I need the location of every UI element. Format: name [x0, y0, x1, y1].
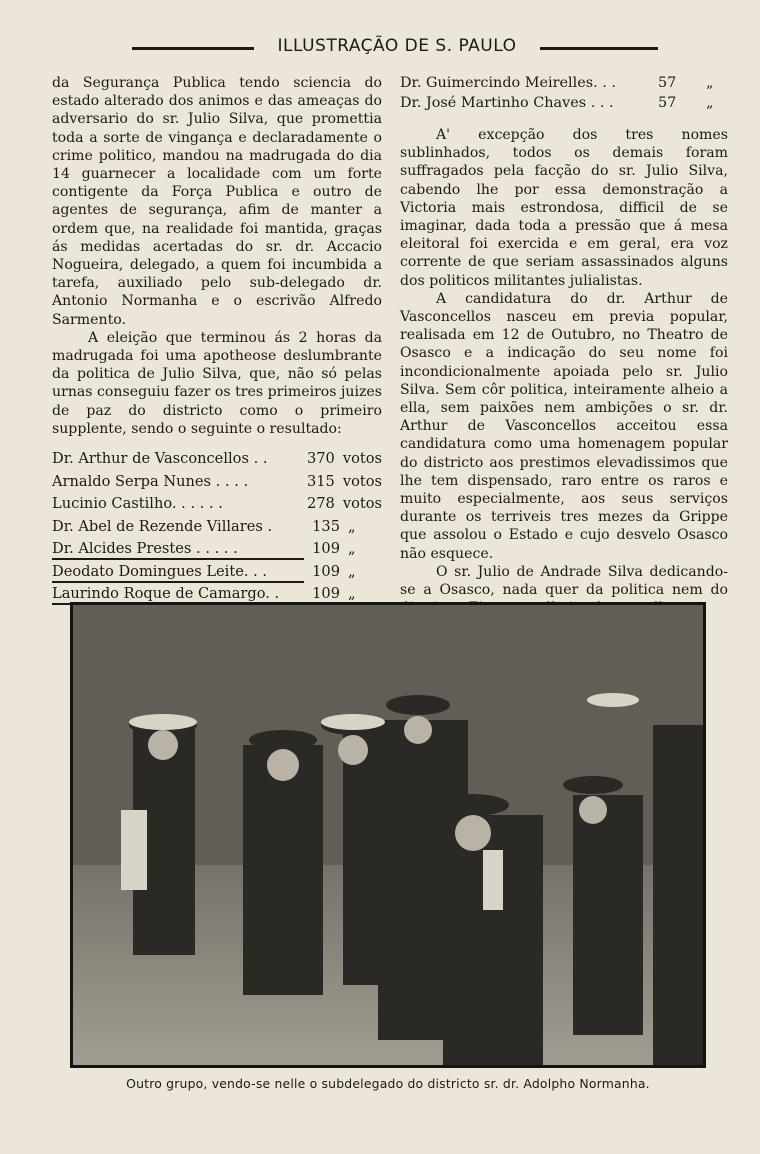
- election-results: [52, 450, 382, 608]
- right-paragraph-2: A candidatura do dr. Arthur de Vasconcellos nasceu em previa popular, realisada em 12 de Outubro, no Theatro de Osasco e a indicação do seu nome foi incondicionalmente apoiada pelo sr. Julio Silva. Sem côr politica, inteiramente alheio a ella, sem paixões nem ambições o sr. dr. Arthur de Vasconcellos acceitou essa candidatura como uma homenagem popular do districto aos prestimos elevadissimos que lhe tem dispensado, raro entre os raros e muito especialmente, aos seus serviços durante os terriveis tres mezes da Grippe que assolou o Estado e cujo desvelo Osasco não esquece.: [400, 290, 728, 562]
- candidate-votes: 57: [658, 95, 677, 111]
- right-paragraph-3: O sr. Julio de Andrade Silva dedicando-se a Osasco, nada quer da politica nem do: [400, 563, 728, 599]
- candidate-name: Dr. Alcides Prestes . . . . .: [52, 540, 304, 560]
- candidate-name: Deodato Domingues Leite. . .: [52, 563, 304, 583]
- result-row: [400, 94, 728, 114]
- votes-unit: „: [348, 517, 356, 535]
- votes-unit: votos: [342, 495, 382, 513]
- votes-unit: votos: [342, 450, 382, 468]
- header-rule-right: [540, 47, 658, 50]
- page-header: [0, 36, 760, 60]
- candidate-votes: 135: [312, 517, 340, 535]
- candidate-name: Dr. Arthur de Vasconcellos . .: [52, 450, 268, 468]
- votes-unit: „: [706, 75, 714, 91]
- left-paragraph-1: da Segurança Publica tendo sciencia do estado alterado dos animos e das ameaças do adversario do sr. Julio Silva, que promettia toda a sorte de vingança e declaradamente o crime politico, mandou na madrugada do dia 14 guarnecer a localidade com um forte contigente da Força Publica e outro de agentes de segurança, afim de manter a ordem que, na realidade foi mantida, graças ás medidas acertadas do sr. dr. Accacio Nogueira, delegado, a quem foi incumbida a tarefa, auxiliado pelo sub-delegado dr. Antonio Normanha e o escrivão Alfredo Sarmento.: [52, 75, 382, 328]
- left-paragraph-2: A eleição que terminou ás 2 horas da madrugada foi uma apotheose deslumbrante da politica de Julio Silva, que, não só pelas urnas conseguiu fazer os tres primeiros juizes de paz do districto como o primeiro supplente, sendo o seguinte o resultado:: [52, 329, 382, 437]
- votes-unit: votos: [342, 472, 382, 490]
- candidate-name: Lucinio Castilho. . . . . .: [52, 495, 223, 513]
- crowd-photograph: [70, 602, 706, 1068]
- candidate-name: Dr. Guimercindo Meirelles. . .: [400, 75, 616, 91]
- left-column: [52, 74, 382, 608]
- result-row: [52, 473, 382, 496]
- votes-unit: „: [348, 585, 356, 603]
- candidate-votes: 315: [306, 472, 335, 490]
- result-row: [400, 74, 728, 94]
- candidate-name: Arnaldo Serpa Nunes . . . .: [52, 472, 249, 490]
- result-row: [52, 450, 382, 473]
- votes-unit: „: [348, 540, 356, 558]
- header-rule-left: [132, 47, 254, 50]
- right-column: [400, 74, 728, 617]
- candidate-votes: 57: [658, 75, 677, 91]
- result-row-underlined: [52, 563, 382, 586]
- votes-unit: „: [348, 562, 356, 580]
- candidate-name: Dr. José Martinho Chaves . . .: [400, 95, 614, 111]
- results-continued: [400, 74, 728, 114]
- result-row: [52, 495, 382, 518]
- photo-caption: Outro grupo, vendo-se nelle o subdelegado do districto sr. dr. Adolpho Normanha.: [126, 1076, 650, 1091]
- page-title: ILLUSTRAÇÃO DE S. PAULO: [277, 36, 517, 56]
- candidate-votes: 109: [312, 540, 340, 558]
- candidate-votes: 109: [312, 585, 340, 603]
- candidate-name: Dr. Abel de Rezende Villares .: [52, 517, 273, 535]
- candidate-votes: 370: [306, 450, 335, 468]
- votes-unit: „: [706, 95, 714, 111]
- candidate-votes: 278: [306, 495, 335, 513]
- right-paragraph-1: A' excepção dos tres nomes sublinhados, todos os demais foram suffragados pela facção do sr. Julio Silva, cabendo lhe por essa demonstração a Victoria mais estrondosa, difficil de se imaginar, dada toda a pressão que á mesa eleitoral foi exercida e em geral, era voz corrente de que seriam assassinados alguns dos politicos militantes julialistas.: [400, 127, 728, 289]
- result-row-underlined: [52, 540, 382, 563]
- candidate-name: Laurindo Roque de Camargo. .: [52, 585, 304, 605]
- candidate-votes: 109: [312, 562, 340, 580]
- photo-illustration: [73, 605, 703, 1065]
- result-row: [52, 518, 382, 541]
